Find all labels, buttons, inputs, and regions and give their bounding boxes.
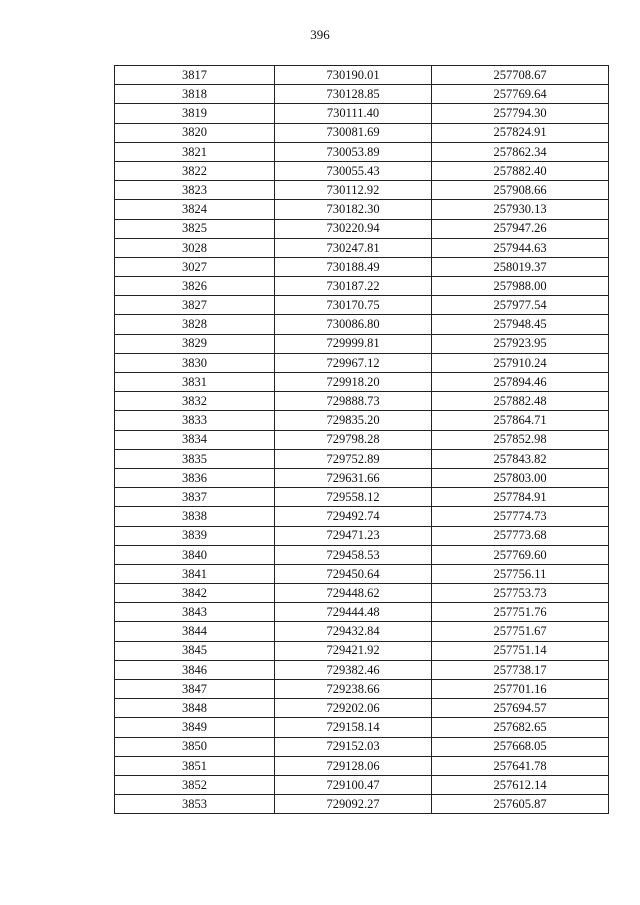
table-row bbox=[115, 737, 609, 756]
y-coordinate-cell: 257769.60 bbox=[432, 545, 609, 564]
x-coordinate-cell: 730187.22 bbox=[275, 277, 432, 296]
x-coordinate-cell: 730182.30 bbox=[275, 200, 432, 219]
point-number-cell: 3843 bbox=[115, 603, 275, 622]
x-coordinate-cell: 730111.40 bbox=[275, 104, 432, 123]
table-row bbox=[115, 353, 609, 372]
point-number-cell: 3836 bbox=[115, 468, 275, 487]
point-number-cell: 3853 bbox=[115, 795, 275, 814]
point-number-cell: 3842 bbox=[115, 584, 275, 603]
y-coordinate-cell: 257947.26 bbox=[432, 219, 609, 238]
point-number-cell: 3829 bbox=[115, 334, 275, 353]
x-coordinate-cell: 730053.89 bbox=[275, 142, 432, 161]
x-coordinate-cell: 729238.66 bbox=[275, 680, 432, 699]
table-row bbox=[115, 257, 609, 276]
x-coordinate-cell: 729152.03 bbox=[275, 737, 432, 756]
x-coordinate-cell: 729382.46 bbox=[275, 660, 432, 679]
table-row bbox=[115, 296, 609, 315]
table-row bbox=[115, 142, 609, 161]
x-coordinate-cell: 729558.12 bbox=[275, 488, 432, 507]
y-coordinate-cell: 257751.14 bbox=[432, 641, 609, 660]
y-coordinate-cell: 257864.71 bbox=[432, 411, 609, 430]
table-row bbox=[115, 584, 609, 603]
y-coordinate-cell: 257769.64 bbox=[432, 85, 609, 104]
x-coordinate-cell: 729471.23 bbox=[275, 526, 432, 545]
y-coordinate-cell: 257803.00 bbox=[432, 468, 609, 487]
y-coordinate-cell: 257824.91 bbox=[432, 123, 609, 142]
point-number-cell: 3826 bbox=[115, 277, 275, 296]
x-coordinate-cell: 729752.89 bbox=[275, 449, 432, 468]
y-coordinate-cell: 257882.40 bbox=[432, 161, 609, 180]
table-row bbox=[115, 200, 609, 219]
x-coordinate-cell: 729092.27 bbox=[275, 795, 432, 814]
y-coordinate-cell: 257923.95 bbox=[432, 334, 609, 353]
point-number-cell: 3837 bbox=[115, 488, 275, 507]
x-coordinate-cell: 730170.75 bbox=[275, 296, 432, 315]
x-coordinate-cell: 729631.66 bbox=[275, 468, 432, 487]
y-coordinate-cell: 257708.67 bbox=[432, 66, 609, 85]
point-number-cell: 3852 bbox=[115, 775, 275, 794]
point-number-cell: 3820 bbox=[115, 123, 275, 142]
point-number-cell: 3847 bbox=[115, 680, 275, 699]
x-coordinate-cell: 729444.48 bbox=[275, 603, 432, 622]
table-row bbox=[115, 161, 609, 180]
table-row bbox=[115, 238, 609, 257]
y-coordinate-cell: 257910.24 bbox=[432, 353, 609, 372]
y-coordinate-cell: 257701.16 bbox=[432, 680, 609, 699]
y-coordinate-cell: 257988.00 bbox=[432, 277, 609, 296]
x-coordinate-cell: 729128.06 bbox=[275, 756, 432, 775]
table-row bbox=[115, 315, 609, 334]
x-coordinate-cell: 729202.06 bbox=[275, 699, 432, 718]
point-number-cell: 3841 bbox=[115, 564, 275, 583]
table-row bbox=[115, 449, 609, 468]
point-number-cell: 3832 bbox=[115, 392, 275, 411]
coordinates-table-body bbox=[115, 66, 609, 814]
x-coordinate-cell: 730247.81 bbox=[275, 238, 432, 257]
point-number-cell: 3840 bbox=[115, 545, 275, 564]
point-number-cell: 3833 bbox=[115, 411, 275, 430]
table-row bbox=[115, 430, 609, 449]
table-row bbox=[115, 277, 609, 296]
point-number-cell: 3827 bbox=[115, 296, 275, 315]
point-number-cell: 3848 bbox=[115, 699, 275, 718]
point-number-cell: 3849 bbox=[115, 718, 275, 737]
y-coordinate-cell: 257756.11 bbox=[432, 564, 609, 583]
point-number-cell: 3823 bbox=[115, 181, 275, 200]
x-coordinate-cell: 729888.73 bbox=[275, 392, 432, 411]
table-row bbox=[115, 545, 609, 564]
table-row bbox=[115, 603, 609, 622]
y-coordinate-cell: 258019.37 bbox=[432, 257, 609, 276]
point-number-cell: 3028 bbox=[115, 238, 275, 257]
y-coordinate-cell: 257751.76 bbox=[432, 603, 609, 622]
x-coordinate-cell: 729448.62 bbox=[275, 584, 432, 603]
table-row bbox=[115, 680, 609, 699]
point-number-cell: 3831 bbox=[115, 373, 275, 392]
x-coordinate-cell: 729421.92 bbox=[275, 641, 432, 660]
x-coordinate-cell: 729999.81 bbox=[275, 334, 432, 353]
coordinates-table bbox=[114, 65, 609, 814]
point-number-cell: 3846 bbox=[115, 660, 275, 679]
table-row bbox=[115, 468, 609, 487]
point-number-cell: 3822 bbox=[115, 161, 275, 180]
y-coordinate-cell: 257612.14 bbox=[432, 775, 609, 794]
x-coordinate-cell: 730220.94 bbox=[275, 219, 432, 238]
table-row bbox=[115, 66, 609, 85]
y-coordinate-cell: 257794.30 bbox=[432, 104, 609, 123]
x-coordinate-cell: 729450.64 bbox=[275, 564, 432, 583]
x-coordinate-cell: 730081.69 bbox=[275, 123, 432, 142]
y-coordinate-cell: 257882.48 bbox=[432, 392, 609, 411]
y-coordinate-cell: 257894.46 bbox=[432, 373, 609, 392]
table-row bbox=[115, 699, 609, 718]
x-coordinate-cell: 729458.53 bbox=[275, 545, 432, 564]
y-coordinate-cell: 257977.54 bbox=[432, 296, 609, 315]
y-coordinate-cell: 257862.34 bbox=[432, 142, 609, 161]
table-row bbox=[115, 756, 609, 775]
y-coordinate-cell: 257682.65 bbox=[432, 718, 609, 737]
x-coordinate-cell: 730086.80 bbox=[275, 315, 432, 334]
table-row bbox=[115, 775, 609, 794]
y-coordinate-cell: 257948.45 bbox=[432, 315, 609, 334]
x-coordinate-cell: 729100.47 bbox=[275, 775, 432, 794]
x-coordinate-cell: 730112.92 bbox=[275, 181, 432, 200]
point-number-cell: 3818 bbox=[115, 85, 275, 104]
table-row bbox=[115, 564, 609, 583]
table-row bbox=[115, 718, 609, 737]
point-number-cell: 3844 bbox=[115, 622, 275, 641]
point-number-cell: 3817 bbox=[115, 66, 275, 85]
x-coordinate-cell: 729918.20 bbox=[275, 373, 432, 392]
y-coordinate-cell: 257843.82 bbox=[432, 449, 609, 468]
table-row bbox=[115, 526, 609, 545]
point-number-cell: 3839 bbox=[115, 526, 275, 545]
x-coordinate-cell: 729798.28 bbox=[275, 430, 432, 449]
table-row bbox=[115, 123, 609, 142]
table-row bbox=[115, 85, 609, 104]
page-number: 396 bbox=[310, 27, 330, 42]
point-number-cell: 3027 bbox=[115, 257, 275, 276]
point-number-cell: 3851 bbox=[115, 756, 275, 775]
table-row bbox=[115, 622, 609, 641]
table-row bbox=[115, 181, 609, 200]
x-coordinate-cell: 729432.84 bbox=[275, 622, 432, 641]
y-coordinate-cell: 257784.91 bbox=[432, 488, 609, 507]
table-row bbox=[115, 507, 609, 526]
y-coordinate-cell: 257753.73 bbox=[432, 584, 609, 603]
point-number-cell: 3838 bbox=[115, 507, 275, 526]
point-number-cell: 3850 bbox=[115, 737, 275, 756]
x-coordinate-cell: 730128.85 bbox=[275, 85, 432, 104]
y-coordinate-cell: 257668.05 bbox=[432, 737, 609, 756]
table-row bbox=[115, 795, 609, 814]
table-row bbox=[115, 334, 609, 353]
point-number-cell: 3835 bbox=[115, 449, 275, 468]
y-coordinate-cell: 257751.67 bbox=[432, 622, 609, 641]
point-number-cell: 3828 bbox=[115, 315, 275, 334]
y-coordinate-cell: 257694.57 bbox=[432, 699, 609, 718]
y-coordinate-cell: 257908.66 bbox=[432, 181, 609, 200]
point-number-cell: 3834 bbox=[115, 430, 275, 449]
point-number-cell: 3821 bbox=[115, 142, 275, 161]
point-number-cell: 3825 bbox=[115, 219, 275, 238]
table-row bbox=[115, 488, 609, 507]
table-row bbox=[115, 392, 609, 411]
x-coordinate-cell: 729492.74 bbox=[275, 507, 432, 526]
x-coordinate-cell: 729158.14 bbox=[275, 718, 432, 737]
table-row bbox=[115, 660, 609, 679]
point-number-cell: 3819 bbox=[115, 104, 275, 123]
table-row bbox=[115, 411, 609, 430]
x-coordinate-cell: 729835.20 bbox=[275, 411, 432, 430]
point-number-cell: 3830 bbox=[115, 353, 275, 372]
y-coordinate-cell: 257944.63 bbox=[432, 238, 609, 257]
y-coordinate-cell: 257641.78 bbox=[432, 756, 609, 775]
table-row bbox=[115, 641, 609, 660]
y-coordinate-cell: 257738.17 bbox=[432, 660, 609, 679]
y-coordinate-cell: 257852.98 bbox=[432, 430, 609, 449]
point-number-cell: 3845 bbox=[115, 641, 275, 660]
x-coordinate-cell: 730055.43 bbox=[275, 161, 432, 180]
table-row bbox=[115, 104, 609, 123]
y-coordinate-cell: 257774.73 bbox=[432, 507, 609, 526]
x-coordinate-cell: 729967.12 bbox=[275, 353, 432, 372]
table-row bbox=[115, 373, 609, 392]
y-coordinate-cell: 257930.13 bbox=[432, 200, 609, 219]
y-coordinate-cell: 257605.87 bbox=[432, 795, 609, 814]
table-row bbox=[115, 219, 609, 238]
x-coordinate-cell: 730188.49 bbox=[275, 257, 432, 276]
point-number-cell: 3824 bbox=[115, 200, 275, 219]
x-coordinate-cell: 730190.01 bbox=[275, 66, 432, 85]
y-coordinate-cell: 257773.68 bbox=[432, 526, 609, 545]
